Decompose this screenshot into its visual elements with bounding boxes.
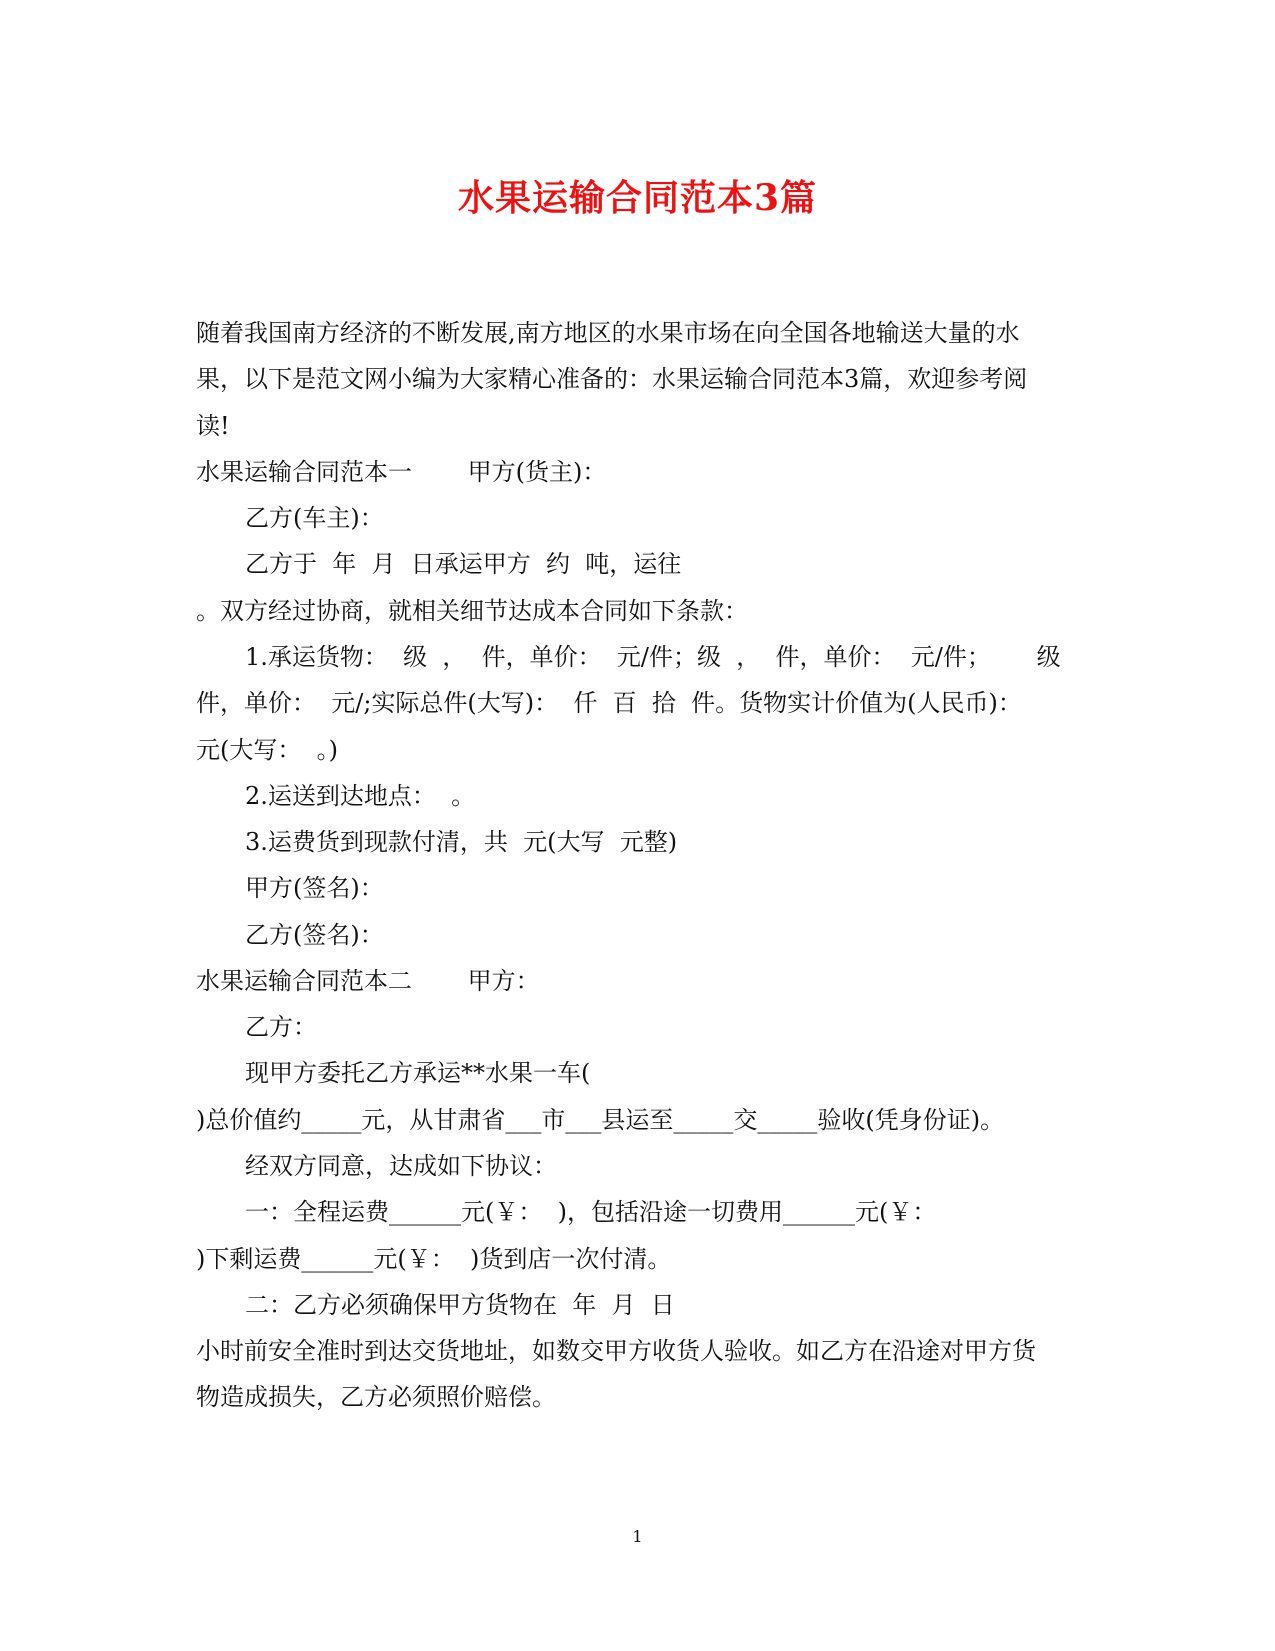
section-heading-line: 水果运输合同范本二 甲方： (196, 967, 540, 995)
paragraph-line: 元(大写： 。) (196, 736, 338, 764)
page-number: 1 (632, 1527, 643, 1546)
paragraph-line: 小时前安全准时到达交货地址，如数交甲方收货人验收。如乙方在沿途对甲方货 (196, 1337, 1036, 1365)
paragraph-line: 读! (196, 412, 230, 440)
paragraph-line: 乙方： (245, 1013, 317, 1041)
paragraph-line: 乙方于 年 月 日承运甲方 约 吨，运往 (245, 550, 682, 578)
paragraph-line: 现甲方委托乙方承运**水果一车( (245, 1059, 591, 1087)
paragraph-line: 一：全程运费______元(￥： )，包括沿途一切费用______元(￥： (245, 1198, 937, 1226)
paragraph-line: )总价值约_____元，从甘肃省___市___县运至_____交_____验收(凭身份证)。 (196, 1106, 1005, 1134)
section-heading-line: 水果运输合同范本一 甲方(货主)： (196, 458, 607, 486)
paragraph-line: )下剩运费______元(￥： )货到店一次付清。 (196, 1245, 672, 1273)
paragraph-line: 。双方经过协商，就相关细节达成本合同如下条款： (196, 597, 748, 625)
paragraph-line: 件，单价： 元/;实际总件(大写)： 仟 百 拾 件。货物实计价值为(人民币)： (196, 689, 1022, 717)
paragraph-line: 乙方(车主)： (245, 504, 384, 532)
paragraph-line: 1.承运货物： 级 ， 件，单价： 元/件；级 ， 件，单价： 元/件； 级 (245, 643, 1061, 671)
paragraph-line: 经双方同意，达成如下协议： (245, 1152, 557, 1180)
paragraph-line: 随着我国南方经济的不断发展,南方地区的水果市场在向全国各地输送大量的水 (196, 319, 1020, 347)
paragraph-line: 物造成损失，乙方必须照价赔偿。 (196, 1383, 556, 1411)
paragraph-line: 3.运费货到现款付清，共 元(大写 元整) (245, 828, 678, 856)
document-title: 水果运输合同范本3篇 (457, 177, 818, 219)
paragraph-line: 二：乙方必须确保甲方货物在 年 月 日 (245, 1291, 675, 1319)
paragraph-line: 果，以下是范文网小编为大家精心准备的：水果运输合同范本3篇，欢迎参考阅 (196, 365, 1028, 393)
signature-line: 甲方(签名)： (245, 874, 384, 902)
paragraph-line: 2.运送到达地点： 。 (245, 782, 476, 810)
signature-line: 乙方(签名)： (245, 921, 384, 949)
